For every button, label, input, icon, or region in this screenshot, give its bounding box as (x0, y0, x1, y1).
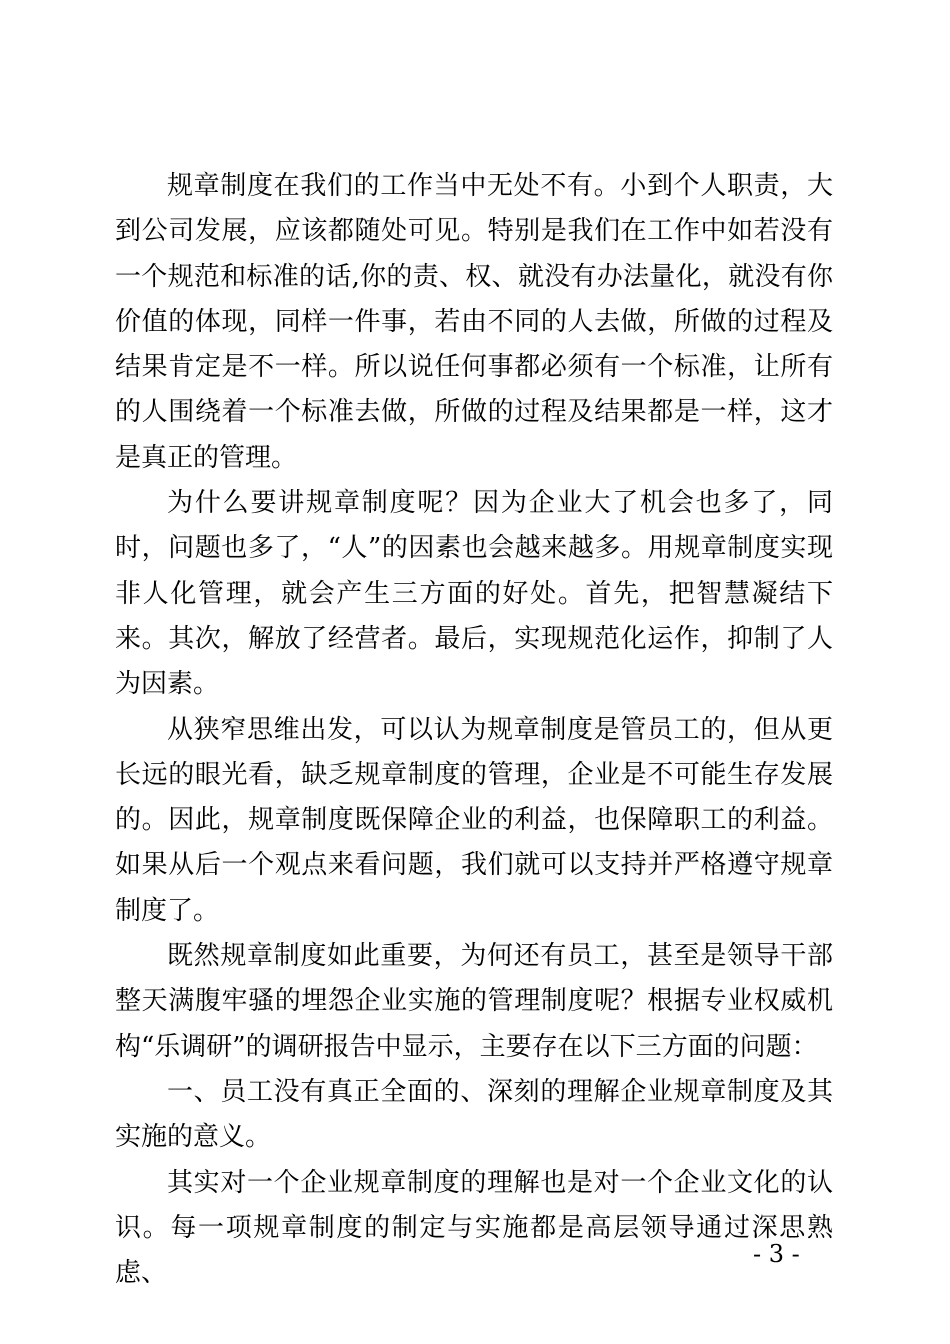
paragraph-1: 规章制度在我们的工作当中无处不有。小到个人职责，大到公司发展，应该都随处可见。特别是我们在工作中如若没有一个规范和标准的话,你的责、权、就没有办法量化，就没有你价值的体现，同样一件事，若由不同的人去做，所做的过程及结果肯定是不一样。所以说任何事都必须有一个标准，让所有的人围绕着一个标准去做，所做的过程及结果都是一样，这才是真正的管理。 (115, 171, 833, 473)
document-body (115, 164, 833, 1296)
paragraph-2: 为什么要讲规章制度呢？因为企业大了机会也多了，同时，问题也多了，“人”的因素也会越来越多。用规章制度实现非人化管理，就会产生三方面的好处。首先，把智慧凝结下来。其次，解放了经营者。最后，实现规范化运作，抑制了人为因素。 (115, 488, 833, 700)
page-number: - 3 - (753, 1240, 800, 1268)
paragraph-6: 其实对一个企业规章制度的理解也是对一个企业文化的认识。每一项规章制度的制定与实施都是高层领导通过深思熟虑、 (115, 1167, 833, 1289)
paragraph-5: 一、员工没有真正全面的、深刻的理解企业规章制度及其实施的意义。 (115, 1076, 833, 1153)
paragraph-4: 既然规章制度如此重要，为何还有员工，甚至是领导干部整天满腹牢骚的埋怨企业实施的管理制度呢？根据专业权威机构“乐调研”的调研报告中显示，主要存在以下三方面的问题： (115, 941, 833, 1062)
paragraph-3: 从狭窄思维出发，可以认为规章制度是管员工的，但从更长远的眼光看，缺乏规章制度的管理，企业是不可能生存发展的。因此，规章制度既保障企业的利益，也保障职工的利益。如果从后一个观点来看问题，我们就可以支持并严格遵守规章制度了。 (115, 714, 833, 926)
